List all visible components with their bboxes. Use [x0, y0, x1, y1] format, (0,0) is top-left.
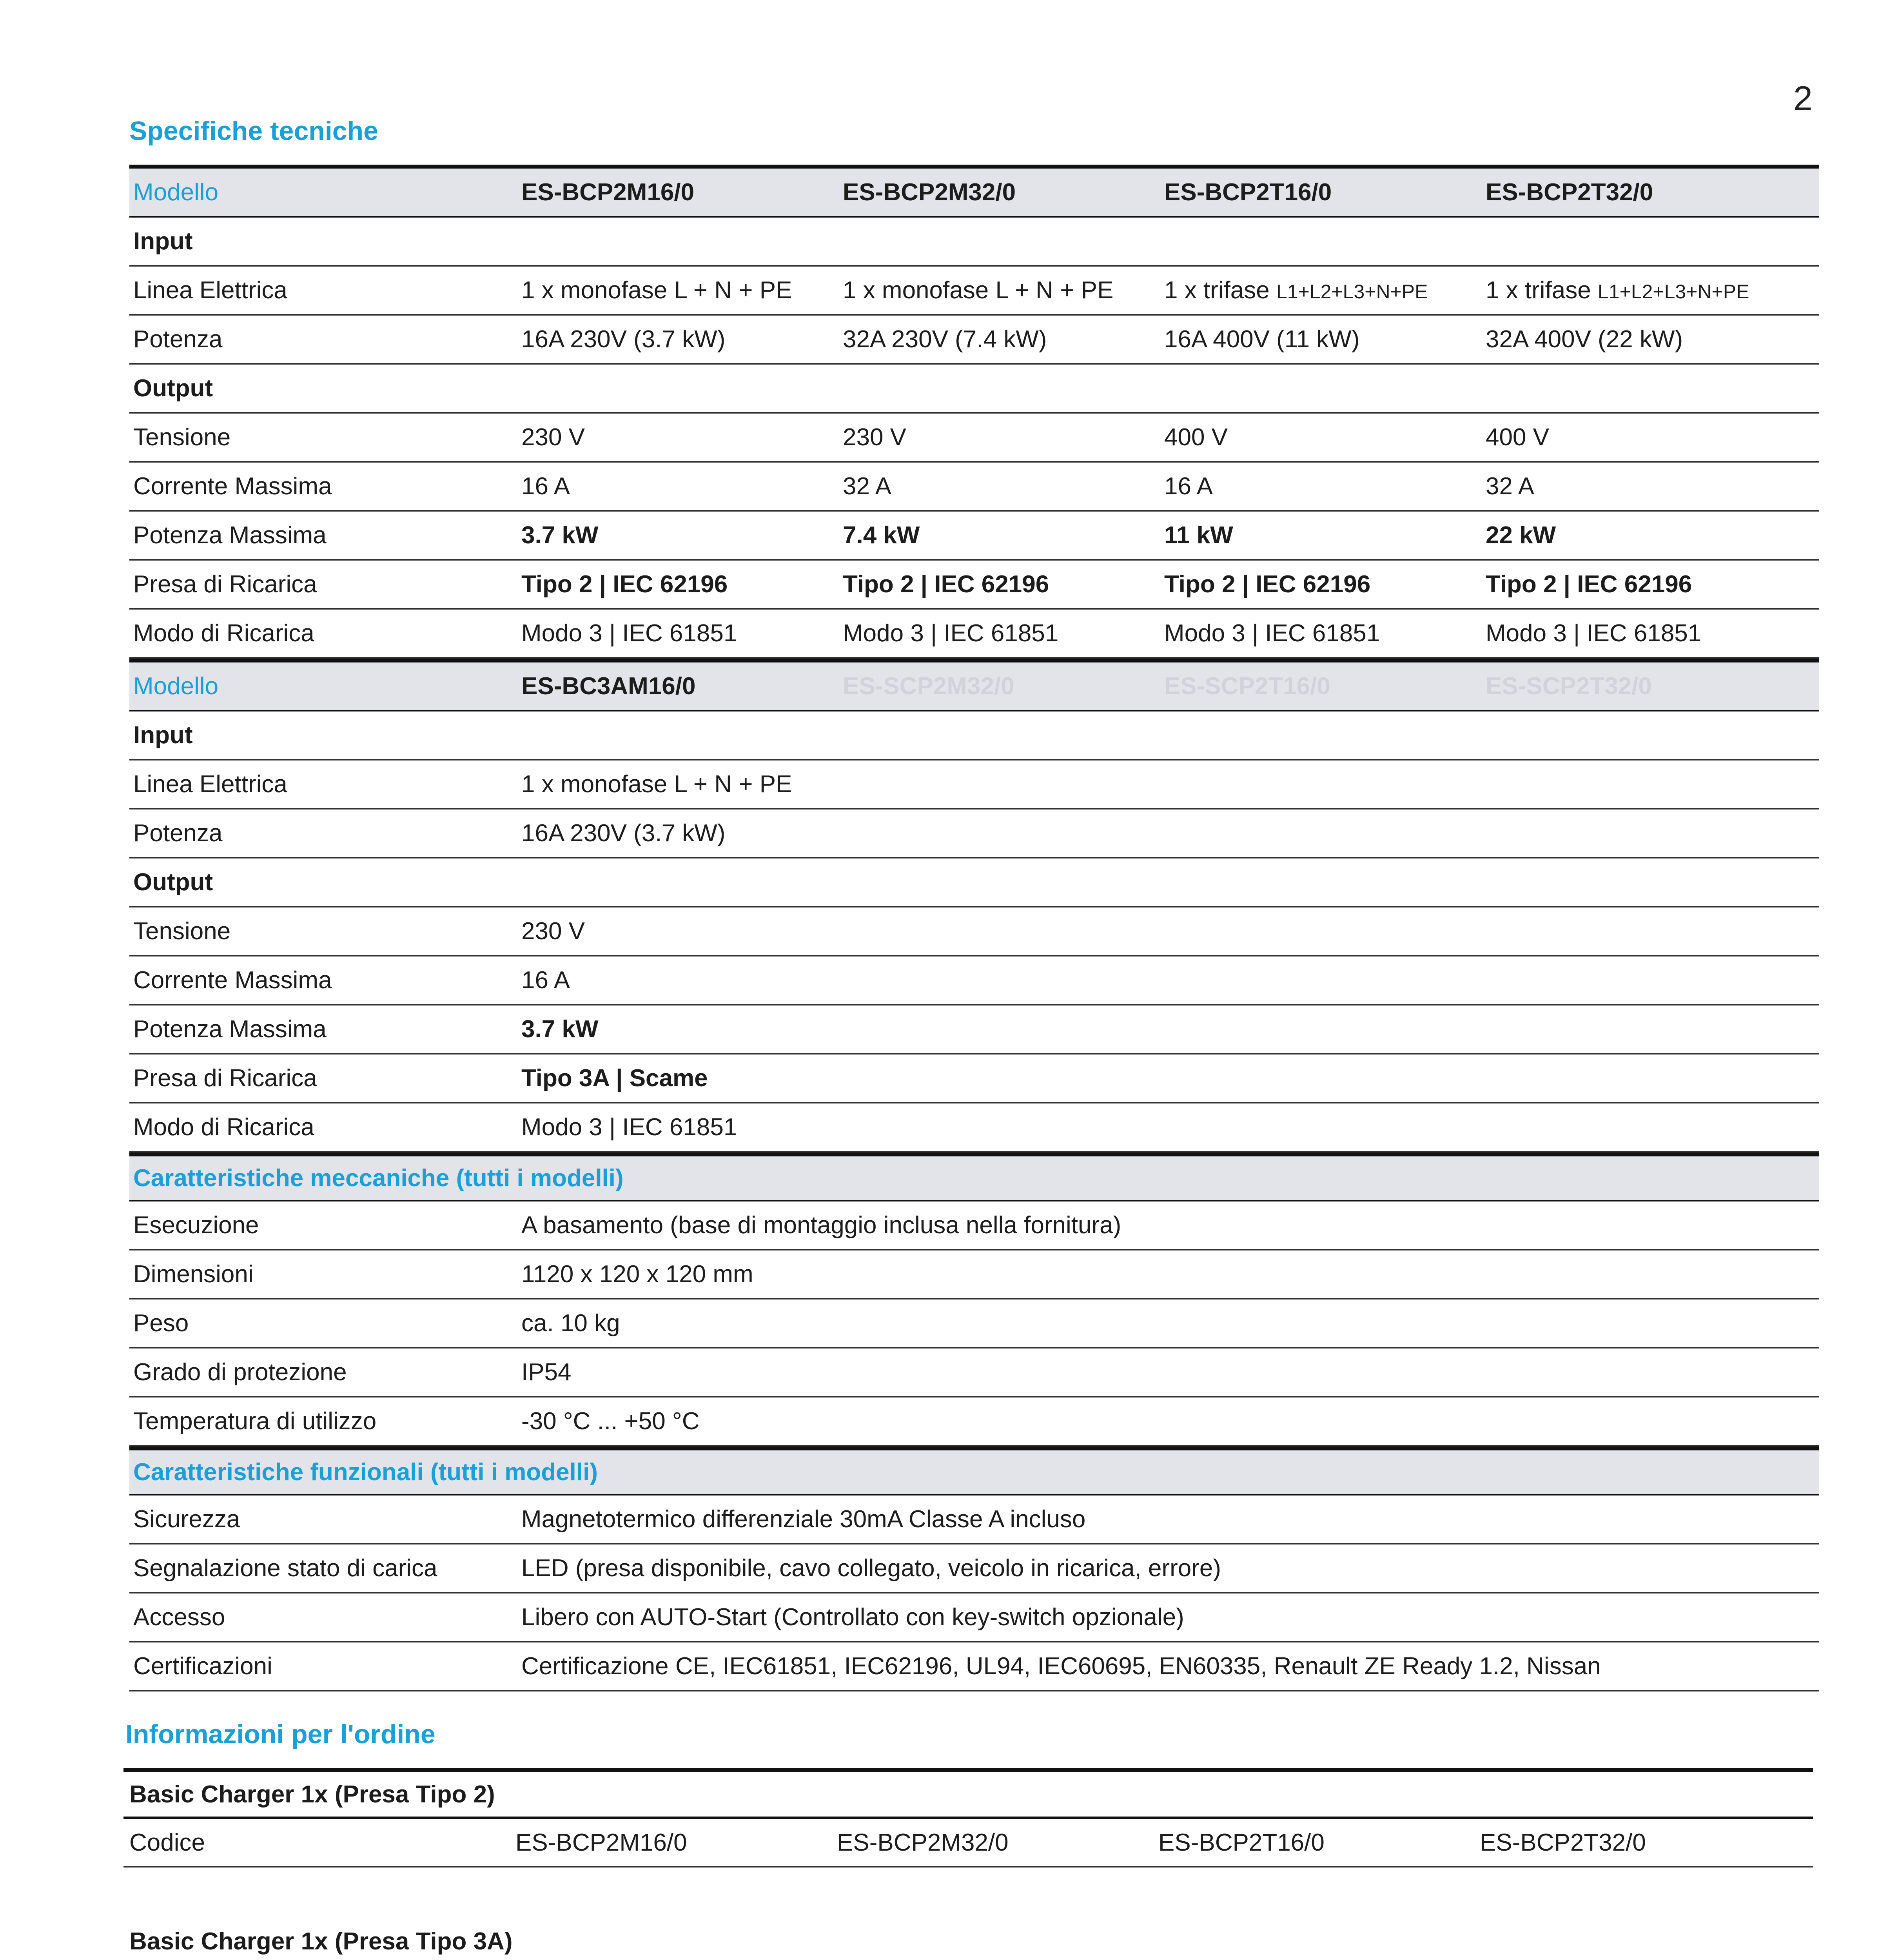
order-code-row — [123, 1819, 1813, 1867]
func-row — [129, 1593, 1819, 1642]
cell: Modo 3 | IEC 61851 — [843, 620, 1059, 647]
cell: 1120 x 120 x 120 mm — [521, 1261, 753, 1288]
cell: Modo 3 | IEC 61851 — [521, 620, 737, 647]
row-label: Temperatura di utilizzo — [133, 1408, 377, 1435]
spec2-row-tensione — [129, 907, 1819, 956]
row-label: Dimensioni — [133, 1261, 254, 1288]
spec2-row-potenza — [129, 809, 1819, 858]
cell: Modo 3 | IEC 61851 — [521, 1114, 737, 1141]
row-label: Corrente Massima — [133, 473, 332, 500]
spec-row-corrente — [129, 463, 1819, 512]
functional-band — [129, 1446, 1819, 1495]
row-label: Linea Elettrica — [133, 277, 287, 304]
cell: Tipo 2 | IEC 62196 — [1164, 571, 1371, 598]
model-name: ES-BCP2M16/0 — [521, 179, 695, 206]
mech-row — [129, 1299, 1819, 1348]
spec-row-potenza — [129, 316, 1819, 365]
output-label: Output — [133, 869, 213, 896]
input-group-row-2 — [129, 711, 1819, 760]
cell: 32A 230V (7.4 kW) — [843, 326, 1047, 353]
cell: 400 V — [1486, 424, 1550, 451]
spec2-row-linea — [129, 760, 1819, 809]
cell: 16 A — [521, 967, 570, 994]
code: ES-BCP2M16/0 — [515, 1829, 687, 1856]
cell: 230 V — [843, 424, 907, 451]
spec2-row-presa — [129, 1054, 1819, 1103]
mechanical-title: Caratteristiche meccaniche (tutti i modelli) — [133, 1165, 624, 1192]
model-name: ES-BCP2T16/0 — [1164, 179, 1332, 206]
ordering-title: Informazioni per l'ordine — [125, 1719, 436, 1749]
code: ES-BCP2T16/0 — [1158, 1829, 1325, 1856]
func-row — [129, 1495, 1819, 1544]
row-label: Segnalazione stato di carica — [133, 1555, 437, 1582]
func-row — [129, 1544, 1819, 1593]
input-label: Input — [133, 722, 193, 749]
cell: 400 V — [1164, 424, 1228, 451]
spec-row-potenza-max — [129, 512, 1819, 561]
cell: 32A 400V (22 kW) — [1486, 326, 1683, 353]
row-label: Presa di Ricarica — [133, 1065, 317, 1092]
model-name: ES-BCP2M32/0 — [843, 179, 1016, 206]
ghost-model-name: ES-SCP2T32/0 — [1486, 673, 1652, 700]
cell: Tipo 2 | IEC 62196 — [843, 571, 1049, 598]
spec2-row-modo — [129, 1103, 1819, 1152]
cell: 16A 400V (11 kW) — [1164, 326, 1360, 353]
order-group — [123, 1768, 1813, 1867]
spec-row-linea — [129, 267, 1819, 316]
cell — [1486, 276, 1819, 304]
spec-row-presa — [129, 561, 1819, 610]
cell: Tipo 2 | IEC 62196 — [1486, 571, 1692, 598]
row-label: Tensione — [133, 424, 231, 451]
code: ES-BCP2M32/0 — [837, 1829, 1009, 1856]
cell: Modo 3 | IEC 61851 — [1164, 620, 1380, 647]
cell: ca. 10 kg — [521, 1310, 620, 1337]
row-label: Potenza Massima — [133, 522, 327, 549]
cell: 1 x monofase L + N + PE — [521, 277, 792, 304]
row-label: Potenza — [133, 326, 223, 353]
model-header-row — [129, 165, 1819, 218]
cell: A basamento (base di montaggio inclusa nella fornitura) — [521, 1212, 1121, 1239]
cell: IP54 — [521, 1359, 572, 1386]
model-name: ES-BC3AM16/0 — [521, 673, 696, 700]
spec2-row-potenza-max — [129, 1005, 1819, 1054]
output-label: Output — [133, 375, 213, 402]
code: ES-BCP2T32/0 — [1480, 1829, 1646, 1856]
cell: 32 A — [843, 473, 892, 500]
row-label: Modo di Ricarica — [133, 1114, 314, 1141]
mech-row — [129, 1201, 1819, 1250]
cell — [1164, 276, 1486, 304]
spec-table-1 — [129, 165, 1819, 1691]
cell: 11 kW — [1164, 522, 1233, 549]
model-label: Modello — [133, 673, 219, 700]
model-header-row-2 — [129, 659, 1819, 711]
cell: 16A 230V (3.7 kW) — [521, 820, 726, 847]
page-number: 2 — [1793, 79, 1813, 118]
row-label: Potenza — [133, 820, 223, 847]
spec-row-tensione — [129, 414, 1819, 463]
row-label: Potenza Massima — [133, 1016, 327, 1043]
cell: LED (presa disponibile, cavo collegato, veicolo in ricarica, errore) — [521, 1555, 1221, 1582]
mechanical-band — [129, 1152, 1819, 1201]
model-name: ES-BCP2T32/0 — [1486, 179, 1653, 206]
row-label: Modo di Ricarica — [133, 620, 314, 647]
cell: Magnetotermico differenziale 30mA Classe A incluso — [521, 1506, 1086, 1533]
cell: 3.7 kW — [521, 1016, 599, 1043]
cell: 16 A — [1164, 473, 1213, 500]
row-label: Certificazioni — [133, 1653, 272, 1680]
input-group-row — [129, 218, 1819, 267]
cell: 7.4 kW — [843, 522, 920, 549]
order-heading: Basic Charger 1x (Presa Tipo 3A) — [123, 1917, 1813, 1960]
cell: 230 V — [521, 424, 585, 451]
cell-text: 1 x trifase — [1486, 277, 1598, 304]
func-row — [129, 1642, 1819, 1691]
cell-small-text: L1+L2+L3+N+PE — [1598, 281, 1749, 303]
spec2-row-corrente — [129, 956, 1819, 1005]
cell: 1 x monofase L + N + PE — [843, 277, 1114, 304]
specs-title: Specifiche tecniche — [129, 116, 378, 146]
output-group-row-2 — [129, 858, 1819, 907]
row-label: Esecuzione — [133, 1212, 259, 1239]
mech-row — [129, 1250, 1819, 1299]
cell: Tipo 3A | Scame — [521, 1065, 708, 1092]
cell: Modo 3 | IEC 61851 — [1486, 620, 1702, 647]
cell: Libero con AUTO-Start (Controllato con key-switch opzionale) — [521, 1604, 1184, 1631]
row-label: Sicurezza — [133, 1506, 240, 1533]
row-label: Presa di Ricarica — [133, 571, 317, 598]
cell: 230 V — [521, 918, 585, 945]
cell: -30 °C ... +50 °C — [521, 1408, 700, 1435]
cell: 32 A — [1486, 473, 1535, 500]
mech-row — [129, 1348, 1819, 1397]
code-label: Codice — [129, 1829, 205, 1856]
output-group-row — [129, 365, 1819, 414]
order-heading: Basic Charger 1x (Presa Tipo 2) — [123, 1768, 1813, 1819]
row-label: Tensione — [133, 918, 231, 945]
row-label: Grado di protezione — [133, 1359, 347, 1386]
cell: 22 kW — [1486, 522, 1556, 549]
spec-row-modo — [129, 610, 1819, 659]
ghost-model-name: ES-SCP2T16/0 — [1164, 673, 1330, 700]
mech-row — [129, 1397, 1819, 1446]
row-label: Peso — [133, 1310, 189, 1337]
row-label: Corrente Massima — [133, 967, 332, 994]
row-label: Accesso — [133, 1604, 225, 1631]
cell: 3.7 kW — [521, 522, 599, 549]
functional-title: Caratteristiche funzionali (tutti i modelli) — [133, 1459, 598, 1486]
input-label: Input — [133, 228, 193, 255]
cell: 16A 230V (3.7 kW) — [521, 326, 726, 353]
cell: Certificazione CE, IEC61851, IEC62196, UL94, IEC60695, EN60335, Renault ZE Ready 1.2, Nissan — [521, 1653, 1601, 1680]
ghost-model-name: ES-SCP2M32/0 — [843, 673, 1014, 700]
cell-small-text: L1+L2+L3+N+PE — [1276, 281, 1428, 303]
cell: Tipo 2 | IEC 62196 — [521, 571, 728, 598]
cell-text: 1 x trifase — [1164, 277, 1276, 304]
cell: 1 x monofase L + N + PE — [521, 771, 792, 798]
model-label: Modello — [133, 179, 219, 206]
row-label: Linea Elettrica — [133, 771, 287, 798]
cell: 16 A — [521, 473, 570, 500]
order-group — [123, 1917, 1813, 1960]
